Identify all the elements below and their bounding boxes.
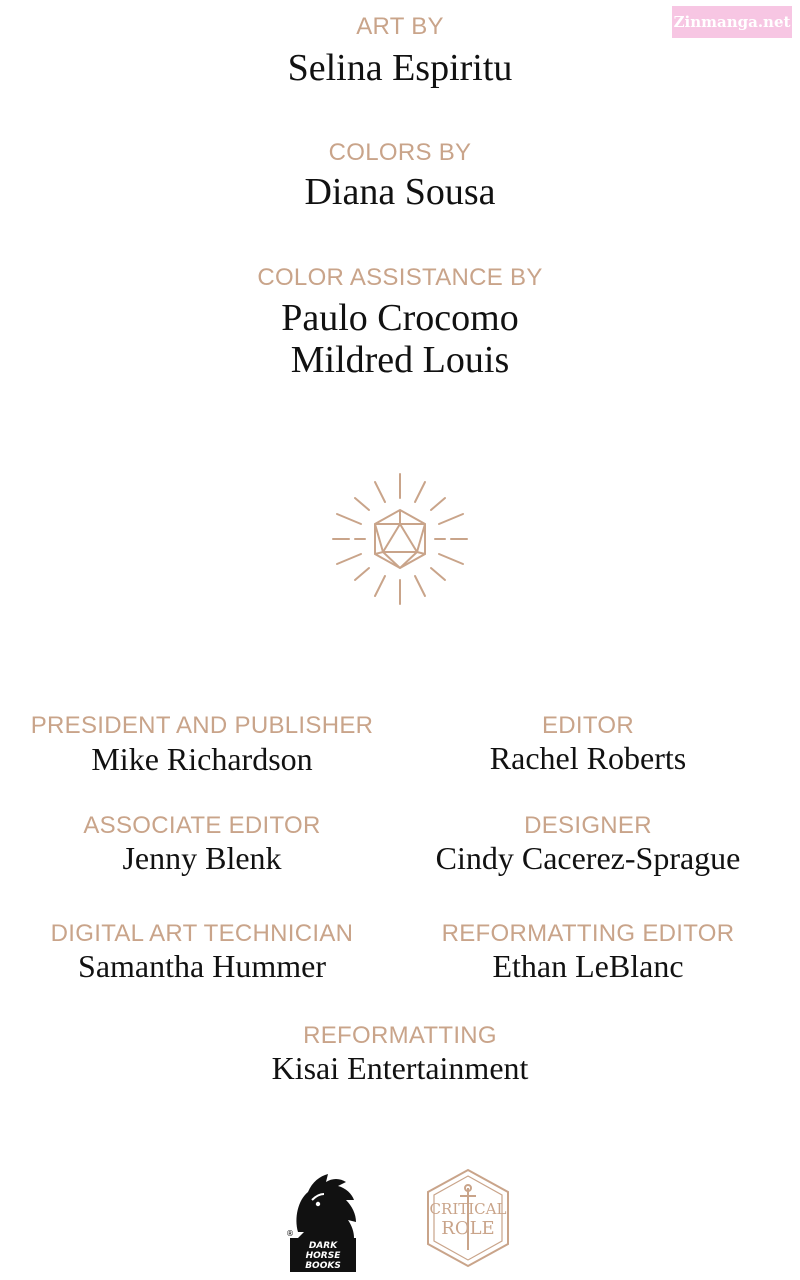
- name-designer: Cindy Cacerez-Sprague: [435, 840, 741, 876]
- critical-role-logo: [420, 1166, 516, 1270]
- name-digital-art-technician: Samantha Hummer: [78, 948, 326, 984]
- d20-sunburst-icon: [325, 468, 475, 610]
- dark-horse-line-1: DARK: [308, 1241, 338, 1251]
- name-colors-by: Diana Sousa: [304, 171, 496, 213]
- name-reformatting: Kisai Entertainment: [271, 1050, 529, 1086]
- dark-horse-line-2: HORSE: [305, 1251, 341, 1261]
- role-president-publisher: PRESIDENT AND PUBLISHER: [30, 712, 374, 739]
- name-color-assistance-2: Mildred Louis: [290, 339, 510, 381]
- critical-role-line-2: ROLE: [441, 1218, 495, 1239]
- name-president-publisher: Mike Richardson: [91, 741, 313, 777]
- role-reformatting: REFORMATTING: [303, 1022, 497, 1049]
- dark-horse-line-3: BOOKS: [305, 1261, 341, 1271]
- role-art-by: ART BY: [356, 13, 444, 40]
- name-art-by: Selina Espiritu: [287, 47, 513, 89]
- role-digital-art-technician: DIGITAL ART TECHNICIAN: [50, 920, 354, 947]
- role-colors-by: COLORS BY: [328, 139, 472, 166]
- role-reformatting-editor: REFORMATTING EDITOR: [441, 920, 735, 947]
- critical-role-line-1: CRITICAL: [429, 1200, 507, 1218]
- role-designer: DESIGNER: [524, 812, 652, 839]
- registered-mark: ®: [286, 1229, 294, 1238]
- dark-horse-logo: [284, 1170, 364, 1274]
- name-color-assistance-1: Paulo Crocomo: [281, 297, 519, 339]
- watermark: Zinmanga.net: [672, 6, 792, 38]
- role-color-assistance: COLOR ASSISTANCE BY: [257, 264, 543, 291]
- name-associate-editor: Jenny Blenk: [122, 840, 282, 876]
- role-editor: EDITOR: [541, 712, 635, 739]
- name-editor: Rachel Roberts: [489, 740, 687, 776]
- role-associate-editor: ASSOCIATE EDITOR: [83, 812, 321, 839]
- name-reformatting-editor: Ethan LeBlanc: [492, 948, 684, 984]
